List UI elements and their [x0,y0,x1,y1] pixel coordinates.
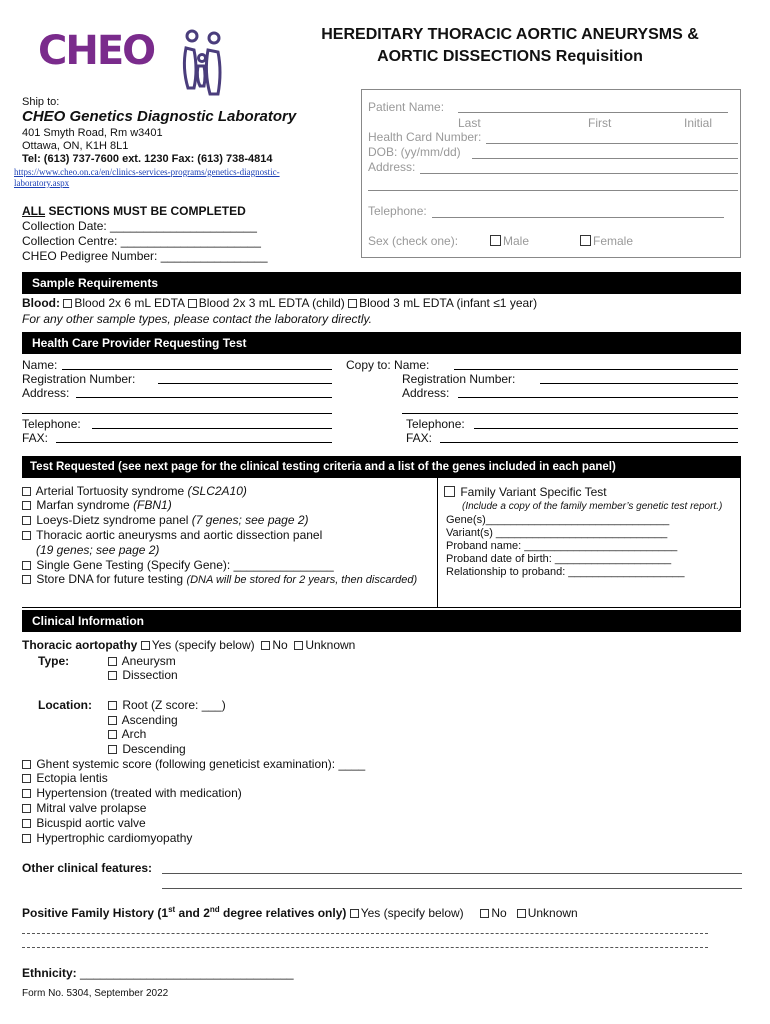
health-card-input[interactable] [486,143,738,144]
copy-to-name-input[interactable] [454,369,738,370]
dob-label: DOB: (yy/mm/dd) [368,145,461,159]
health-card-label: Health Card Number: [368,130,482,144]
lab-name: CHEO Genetics Diagnostic Laboratory [22,108,297,125]
loc-ascending[interactable]: Ascending [108,713,178,727]
blood-opt3-checkbox[interactable] [348,299,357,308]
provider-registration-input[interactable] [158,383,332,384]
blood-opt2-checkbox[interactable] [188,299,197,308]
ascending-checkbox[interactable] [108,716,117,725]
sex-female-option[interactable]: Female [580,234,633,248]
initial-label: Initial [684,116,713,130]
copy-to-address-input[interactable] [458,397,738,398]
lab-url-line2[interactable]: laboratory.aspx [14,178,70,188]
type-label: Type: [38,654,70,668]
type-aneurysm[interactable]: Aneurysm [108,654,176,668]
other-features-input-2[interactable] [162,888,742,889]
copy-to-telephone-label: Telephone: [406,417,465,431]
test-arterial-tortuosity[interactable]: Arterial Tortuosity syndrome (SLC2A10) [22,484,247,498]
ghent-checkbox[interactable] [22,760,31,769]
tests-divider [437,478,438,608]
test-requested-bar: Test Requested (see next page for the clinical testing criteria and a list of the genes included in each panel) [22,456,741,478]
provider-telephone-label: Telephone: [22,417,81,431]
provider-address-label: Address: [22,386,70,400]
family-history-input[interactable] [22,933,708,934]
telephone-label: Telephone: [368,204,427,218]
test4-checkbox[interactable] [22,531,31,540]
test-taad-panel[interactable]: Thoracic aortic aneurysms and aortic dissection panel [22,528,322,542]
provider-registration-label: Registration Number: [22,372,136,386]
patient-info-box [361,89,741,258]
blood-options: Blood: Blood 2x 6 mL EDTA Blood 2x 3 mL EDTA (child) Blood 3 mL EDTA (infant ≤1 year) [22,296,538,310]
root-checkbox[interactable] [108,701,117,710]
lab-url-line1[interactable]: https://www.cheo.on.ca/en/clinics-services-programs/genetics-diagnostic- [14,167,280,177]
telephone-input[interactable] [432,217,724,218]
provider-name-input[interactable] [62,369,332,370]
aneurysm-checkbox[interactable] [108,657,117,666]
pedigree-number-field[interactable]: CHEO Pedigree Number: ________________ [22,249,268,263]
fv-proband-field[interactable]: Proband name: _________________________ [446,540,678,552]
ship-to-label: Ship to: [22,96,60,108]
copy-to-fax-input[interactable] [440,442,738,443]
copy-to-fax-label: FAX: [406,431,433,445]
provider-address-input[interactable] [76,397,332,398]
hcm-checkbox[interactable] [22,834,31,843]
provider-bar: Health Care Provider Requesting Test [22,332,741,354]
family-variant-test[interactable]: Family Variant Specific Test [444,485,607,499]
copy-to-address-input-2[interactable] [402,413,738,414]
feature-mitral[interactable]: Mitral valve prolapse [22,801,146,815]
feature-hypertension[interactable]: Hypertension (treated with medication) [22,786,242,800]
lab-address-1: 401 Smyth Road, Rm w3401 [22,127,163,139]
dissection-checkbox[interactable] [108,671,117,680]
other-features-label: Other clinical features: [22,861,153,875]
blood-opt1-checkbox[interactable] [63,299,72,308]
family-no-checkbox[interactable] [480,909,489,918]
aorto-unknown-checkbox[interactable] [294,641,303,650]
family-variant-note: (Include a copy of the family member’s genetic test report.) [462,501,723,512]
lab-address-2: Ottawa, ON, K1H 8L1 [22,140,129,152]
dob-input[interactable] [472,158,738,159]
fv-variant-field[interactable]: Variant(s) ____________________________ [446,527,668,539]
copy-to-address-label: Address: [402,386,450,400]
family-yes-checkbox[interactable] [350,909,359,918]
test6-checkbox[interactable] [22,575,31,584]
copy-to-registration-input[interactable] [540,383,738,384]
loc-arch[interactable]: Arch [108,727,146,741]
test1-checkbox[interactable] [22,487,31,496]
aortopathy-row: Thoracic aortopathy Yes (specify below) No Unknown [22,638,356,652]
collection-date-field[interactable]: Collection Date: ______________________ [22,219,257,233]
male-checkbox[interactable] [490,235,501,246]
location-label: Location: [38,698,92,712]
collection-centre-field[interactable]: Collection Centre: _____________________ [22,234,261,248]
patient-name-label: Patient Name: [368,100,445,114]
provider-address-input-2[interactable] [22,413,332,414]
fv-gene-field[interactable]: Gene(s)______________________________ [446,514,670,526]
copy-to-telephone-input[interactable] [474,428,738,429]
address-input-2[interactable] [368,190,738,191]
lab-phone: Tel: (613) 737-7600 ext. 1230 Fax: (613) 738-4814 [22,153,273,165]
arch-checkbox[interactable] [108,730,117,739]
type-dissection[interactable]: Dissection [108,668,178,682]
sex-male-option[interactable]: Male [490,234,529,248]
sample-requirements-bar: Sample Requirements [22,272,741,294]
address-input[interactable] [420,173,738,174]
address-label: Address: [368,160,416,174]
hypertension-checkbox[interactable] [22,789,31,798]
test-single-gene[interactable]: Single Gene Testing (Specify Gene): _______________ [22,558,334,572]
female-checkbox[interactable] [580,235,591,246]
last-label: Last [458,116,481,130]
test-taad-genes: (19 genes; see page 2) [36,543,160,557]
test3-checkbox[interactable] [22,516,31,525]
test2-checkbox[interactable] [22,501,31,510]
family-unknown-checkbox[interactable] [517,909,526,918]
aorto-yes-checkbox[interactable] [141,641,150,650]
provider-telephone-input[interactable] [92,428,332,429]
bicuspid-checkbox[interactable] [22,819,31,828]
family-logo-icon [180,28,230,100]
copy-to-registration-label: Registration Number: [402,372,516,386]
ectopia-checkbox[interactable] [22,774,31,783]
clinical-info-bar: Clinical Information [22,610,741,632]
family-variant-checkbox[interactable] [444,486,455,497]
sample-note: For any other sample types, please contact the laboratory directly. [22,312,372,326]
descending-checkbox[interactable] [108,745,117,754]
test5-checkbox[interactable] [22,561,31,570]
patient-name-input[interactable] [458,112,728,113]
cheo-logo: CHEO [38,28,155,74]
sex-label: Sex (check one): [368,234,459,248]
loc-root[interactable]: Root (Z score: ___) [108,698,226,712]
fv-relationship-field[interactable]: Relationship to proband: ___________________ [446,566,685,578]
family-history-row: Positive Family History (1st and 2nd degree relatives only) Yes (specify below) No Unknown [22,905,578,920]
test-marfan[interactable]: Marfan syndrome (FBN1) [22,498,172,512]
feature-ectopia[interactable]: Ectopia lentis [22,771,108,785]
provider-name-label: Name: [22,358,58,372]
family-history-input-2[interactable] [22,947,708,948]
feature-bicuspid[interactable]: Bicuspid aortic valve [22,816,146,830]
sections-notice: ALL SECTIONS MUST BE COMPLETED [22,204,246,218]
copy-to-name-label: Copy to: Name: [346,358,430,372]
mitral-checkbox[interactable] [22,804,31,813]
feature-ghent[interactable]: Ghent systemic score (following geneticist examination): ____ [22,757,365,771]
test-loeys-dietz[interactable]: Loeys-Dietz syndrome panel (7 genes; see page 2) [22,513,309,527]
form-title: HEREDITARY THORACIC AORTIC ANEURYSMS & AORTIC DISSECTIONS Requisition [321,26,699,65]
test-store-dna[interactable]: Store DNA for future testing (DNA will be stored for 2 years, then discarded) [22,572,417,586]
first-label: First [588,116,612,130]
provider-fax-label: FAX: [22,431,49,445]
fv-proband-dob-field[interactable]: Proband date of birth: ___________________ [446,553,672,565]
provider-fax-input[interactable] [56,442,332,443]
feature-hcm[interactable]: Hypertrophic cardiomyopathy [22,831,192,845]
other-features-input[interactable] [162,873,742,874]
ethnicity-label: Ethnicity: ________________________________ [22,966,294,980]
loc-descending[interactable]: Descending [108,742,186,756]
form-number: Form No. 5304, September 2022 [22,988,169,999]
aorto-no-checkbox[interactable] [261,641,270,650]
